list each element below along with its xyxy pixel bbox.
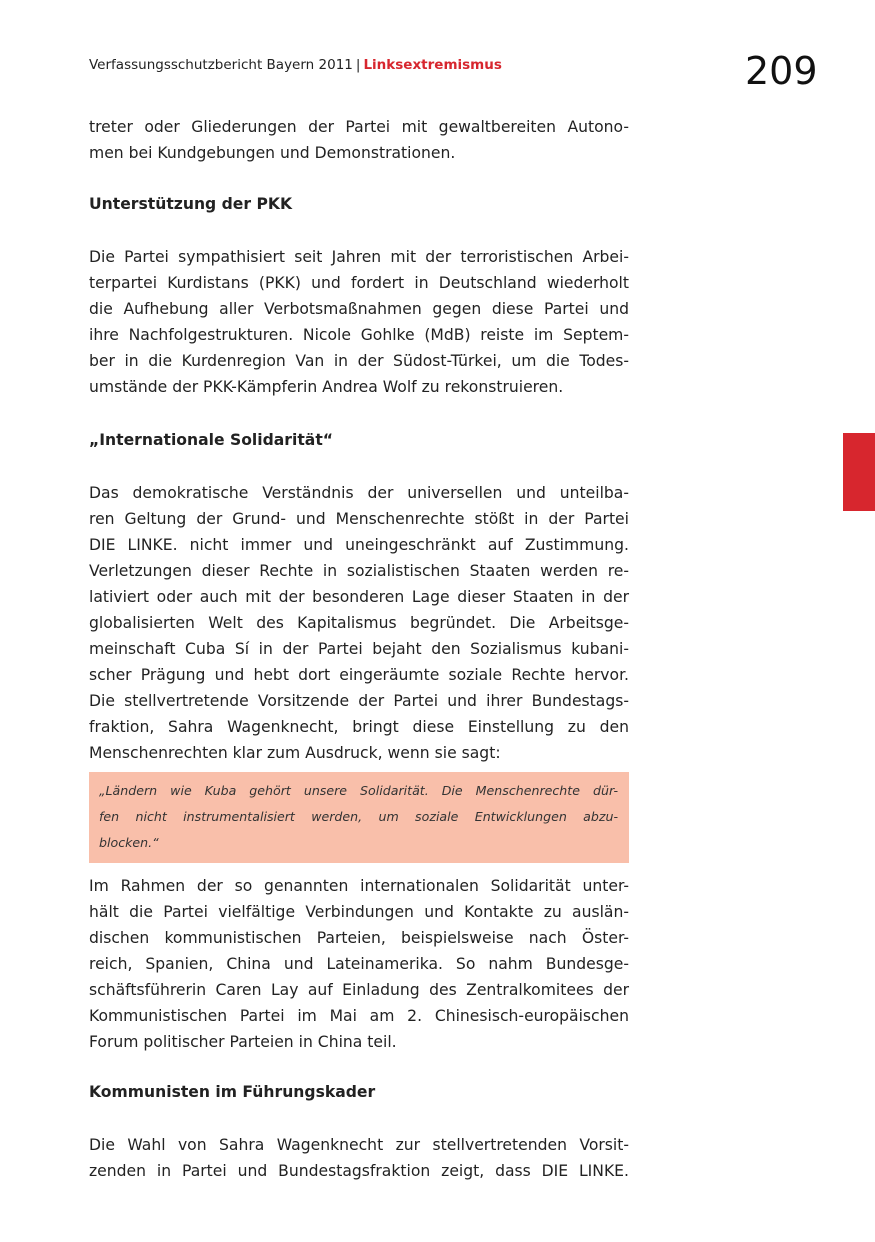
quote-line: „Ländern wie Kuba gehört unsere Solidarität. Die Menschenrechte dür- bbox=[99, 783, 618, 798]
chapter-marker bbox=[843, 433, 875, 511]
running-header bbox=[89, 57, 502, 73]
paragraph-line: lativiert oder auch mit der besonderen Lage dieser Staaten in der bbox=[89, 588, 629, 606]
paragraph-line: umstände der PKK-Kämpferin Andrea Wolf zu rekonstruieren. bbox=[89, 378, 564, 396]
paragraph-line: Kommunistischen Partei im Mai am 2. Chinesisch-europäischen bbox=[89, 1007, 629, 1025]
intro-line: men bei Kundgebungen und Demonstrationen. bbox=[89, 144, 456, 162]
paragraph-line: Das demokratische Verständnis der universellen und unteilba- bbox=[89, 484, 629, 502]
quote-line: fen nicht instrumentalisiert werden, um soziale Entwicklungen abzu- bbox=[99, 809, 618, 824]
page-number: 209 bbox=[745, 49, 818, 93]
quote-line: blocken.“ bbox=[99, 835, 159, 850]
report-title: Verfassungsschutzbericht Bayern 2011 bbox=[89, 57, 353, 73]
paragraph-line: zenden in Partei und Bundestagsfraktion zeigt, dass DIE LINKE. bbox=[89, 1162, 629, 1180]
section-heading-pkk: Unterstützung der PKK bbox=[89, 195, 293, 213]
paragraph-line: meinschaft Cuba Sí in der Partei bejaht den Sozialismus kubani- bbox=[89, 640, 629, 658]
paragraph-line: dischen kommunistischen Parteien, beispielsweise nach Öster- bbox=[89, 929, 629, 947]
paragraph-line: hält die Partei vielfältige Verbindungen und Kontakte zu auslän- bbox=[89, 903, 629, 921]
section-title: Linksextremismus bbox=[363, 57, 502, 73]
section-heading-communists: Kommunisten im Führungskader bbox=[89, 1083, 376, 1101]
paragraph-line: ber in die Kurdenregion Van in der Südost-Türkei, um die Todes- bbox=[89, 352, 629, 370]
paragraph-line: reich, Spanien, China und Lateinamerika. So nahm Bundesge- bbox=[89, 955, 629, 973]
paragraph-line: DIE LINKE. nicht immer und uneingeschränkt auf Zustimmung. bbox=[89, 536, 629, 554]
intro-line: treter oder Gliederungen der Partei mit gewaltbereiten Autono- bbox=[89, 118, 629, 136]
paragraph-line: terpartei Kurdistans (PKK) und fordert in Deutschland wiederholt bbox=[89, 274, 629, 292]
section-heading-solidarity: „Internationale Solidarität“ bbox=[89, 431, 334, 449]
paragraph-line: schäftsführerin Caren Lay auf Einladung des Zentralkomitees der bbox=[89, 981, 629, 999]
paragraph-line: ihre Nachfolgestrukturen. Nicole Gohlke (MdB) reiste im Septem- bbox=[89, 326, 629, 344]
paragraph-line: Verletzungen dieser Rechte in sozialistischen Staaten werden re- bbox=[89, 562, 629, 580]
paragraph-line: fraktion, Sahra Wagenknecht, bringt diese Einstellung zu den bbox=[89, 718, 629, 736]
quote-box bbox=[89, 772, 629, 863]
paragraph-line: ren Geltung der Grund- und Menschenrechte stößt in der Partei bbox=[89, 510, 629, 528]
header-separator: | bbox=[355, 57, 361, 73]
paragraph-line: Im Rahmen der so genannten internationalen Solidarität unter- bbox=[89, 877, 629, 895]
paragraph-line: Die Partei sympathisiert seit Jahren mit der terroristischen Arbei- bbox=[89, 248, 629, 266]
paragraph-line: globalisierten Welt des Kapitalismus begründet. Die Arbeitsge- bbox=[89, 614, 629, 632]
paragraph-line: Menschenrechten klar zum Ausdruck, wenn sie sagt: bbox=[89, 744, 501, 762]
paragraph-line: scher Prägung und hebt dort eingeräumte soziale Rechte hervor. bbox=[89, 666, 629, 684]
paragraph-line: Forum politischer Parteien in China teil. bbox=[89, 1033, 397, 1051]
paragraph-line: die Aufhebung aller Verbotsmaßnahmen gegen diese Partei und bbox=[89, 300, 629, 318]
paragraph-line: Die stellvertretende Vorsitzende der Partei und ihrer Bundestags- bbox=[89, 692, 629, 710]
paragraph-line: Die Wahl von Sahra Wagenknecht zur stellvertretenden Vorsit- bbox=[89, 1136, 629, 1154]
